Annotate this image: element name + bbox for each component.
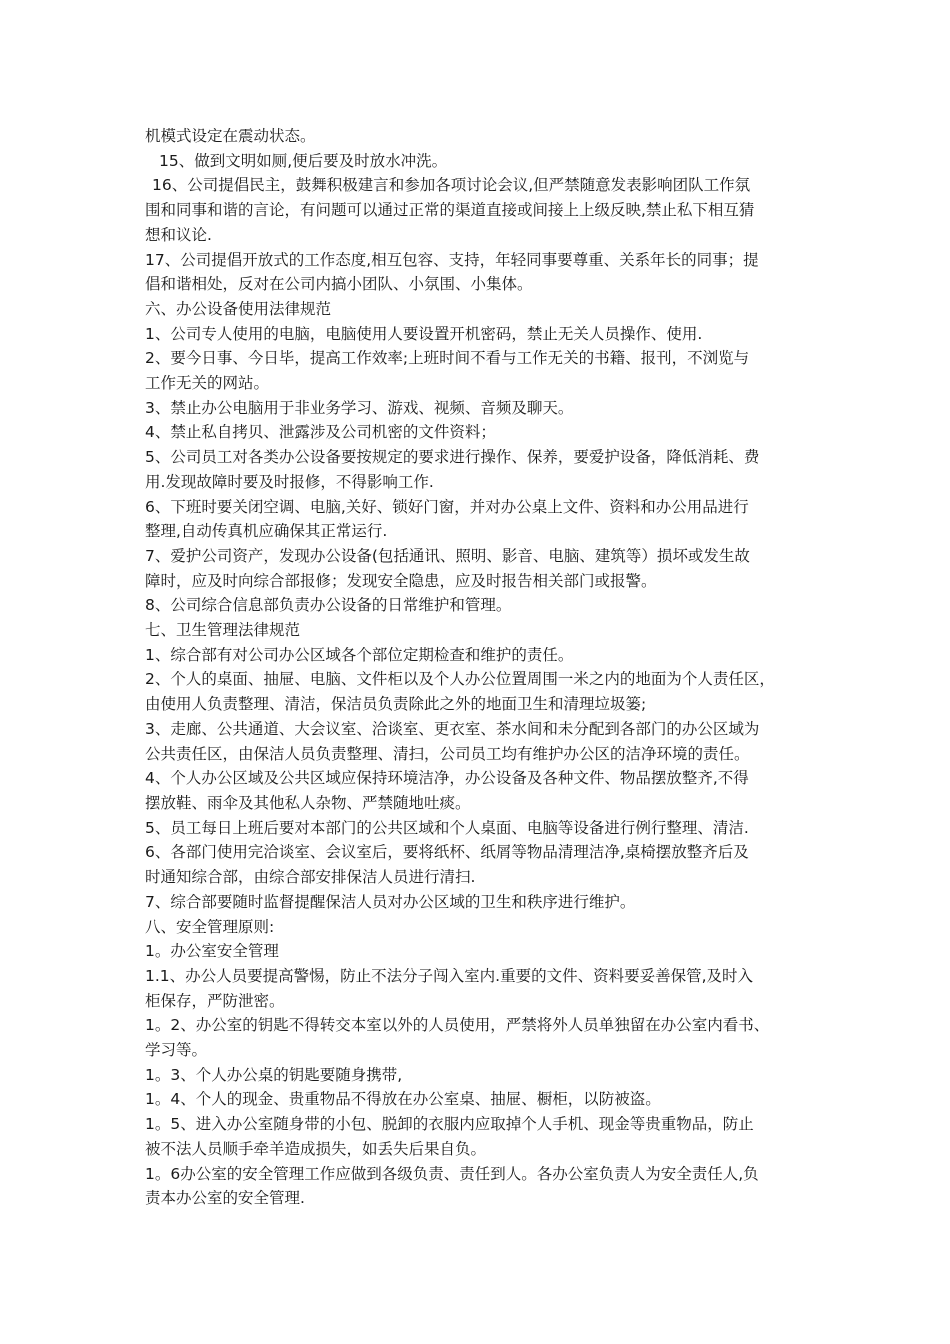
text-line: 工作无关的网站。 [145, 374, 270, 393]
text-line: 围和同事和谐的言论，有问题可以通过正常的渠道直接或间接上上级反映,禁止私下相互猜 [145, 201, 755, 220]
text-line: 7、爱护公司资产，发现办公设备(包括通讯、照明、影音、电脑、建筑等）损坏或发生故 [145, 546, 750, 565]
text-line: 2、要今日事、今日毕，提高工作效率;上班时间不看与工作无关的书籍、报刊，不浏览与 [145, 349, 750, 368]
text-line: 4、禁止私自拷贝、泄露涉及公司机密的文件资料； [145, 423, 496, 442]
section-heading: 六、办公设备使用法律规范 [145, 299, 332, 318]
text-line: 整理,自动传真机应确保其正常运行. [145, 522, 388, 541]
text-line: 7、综合部要随时监督提醒保洁人员对办公区域的卫生和秩序进行维护。 [145, 892, 636, 911]
text-line: 柜保存，严防泄密。 [145, 991, 285, 1010]
text-line: 1。6办公室的安全管理工作应做到各级负责、责任到人。各办公室负责人为安全责任人,负 [145, 1164, 759, 1183]
text-line: 1。5、进入办公室随身带的小包、脱卸的衣服内应取掉个人手机、现金等贵重物品，防止 [145, 1115, 754, 1134]
text-line: 学习等。 [145, 1041, 208, 1060]
text-line: 被不法人员顺手牵羊造成损失，如丢失后果自负。 [145, 1139, 487, 1158]
text-line: 障时，应及时向综合部报修；发现安全隐患，应及时报告相关部门或报警。 [145, 571, 657, 590]
text-line: 3、禁止办公电脑用于非业务学习、游戏、视频、音频及聊天。 [145, 398, 574, 417]
text-line: 16、公司提倡民主，鼓舞积极建言和参加各项讨论会议,但严禁随意发表影响团队工作氛 [152, 176, 751, 195]
text-line: 5、公司员工对各类办公设备要按规定的要求进行操作、保养，要爱护设备，降低消耗、费 [145, 448, 760, 467]
text-line: 1、公司专人使用的电脑，电脑使用人要设置开机密码，禁止无关人员操作、使用. [145, 324, 703, 343]
section-heading: 八、安全管理原则: [145, 917, 275, 936]
subsection-heading: 1。办公室安全管理 [145, 942, 279, 961]
text-line: 用.发现故障时要及时报修，不得影响工作. [145, 472, 434, 491]
text-line: 想和议论. [145, 225, 212, 244]
text-line: 17、公司提倡开放式的工作态度,相互包容、支持，年轻同事要尊重、关系年长的同事；提 [145, 250, 759, 269]
text-line: 6、各部门使用完洽谈室、会议室后，要将纸杯、纸屑等物品清理洁净,桌椅摆放整齐后及 [145, 843, 749, 862]
text-line: 3、走廊、公共通道、大会议室、洽谈室、更衣室、茶水间和未分配到各部门的办公区域为 [145, 719, 760, 738]
text-line: 责本办公室的安全管理. [145, 1189, 305, 1208]
text-line: 1。4、个人的现金、贵重物品不得放在办公室桌、抽屉、橱柜，以防被盗。 [145, 1090, 661, 1109]
text-line: 5、员工每日上班后要对本部门的公共区域和个人桌面、电脑等设备进行例行整理、清洁. [145, 818, 749, 837]
text-line: 8、公司综合信息部负责办公设备的日常维护和管理。 [145, 596, 512, 615]
document-body [145, 124, 825, 1211]
text-line: 4、个人办公区域及公共区域应保持环境洁净，办公设备及各种文件、物品摆放整齐,不得 [145, 769, 749, 788]
text-line: 6、下班时要关闭空调、电脑,关好、锁好门窗，并对办公桌上文件、资料和办公用品进行 [145, 497, 749, 516]
text-line: 1。3、个人办公桌的钥匙要随身携带, [145, 1065, 403, 1084]
text-line: 机模式设定在震动状态。 [145, 127, 316, 145]
text-line: 15、做到文明如厕,便后要及时放水冲洗。 [159, 151, 448, 170]
section-heading: 七、卫生管理法律规范 [145, 621, 301, 640]
text-line: 1.1、办公人员要提高警惕，防止不法分子闯入室内.重要的文件、资料要妥善保管,及时入 [145, 966, 754, 985]
text-line: 时通知综合部，由综合部安排保洁人员进行清扫. [145, 868, 476, 887]
text-line: 由使用人负责整理、清洁，保洁员负责除此之外的地面卫生和清理垃圾篓; [145, 695, 647, 714]
text-line: 1、综合部有对公司办公区域各个部位定期检查和维护的责任。 [145, 645, 574, 664]
text-line: 2、个人的桌面、抽屉、电脑、文件柜以及个人办公位置周围一米之内的地面为个人责任区， [145, 670, 775, 689]
text-line: 公共责任区，由保洁人员负责整理、清扫，公司员工均有维护办公区的洁净环境的责任。 [145, 744, 750, 763]
text-line: 1。2、办公室的钥匙不得转交本室以外的人员使用，严禁将外人员单独留在办公室内看书、 [145, 1016, 770, 1035]
text-line: 摆放鞋、雨伞及其他私人杂物、严禁随地吐痰。 [145, 793, 471, 812]
text-line: 倡和谐相处，反对在公司内搞小团队、小氛围、小集体。 [145, 275, 533, 294]
